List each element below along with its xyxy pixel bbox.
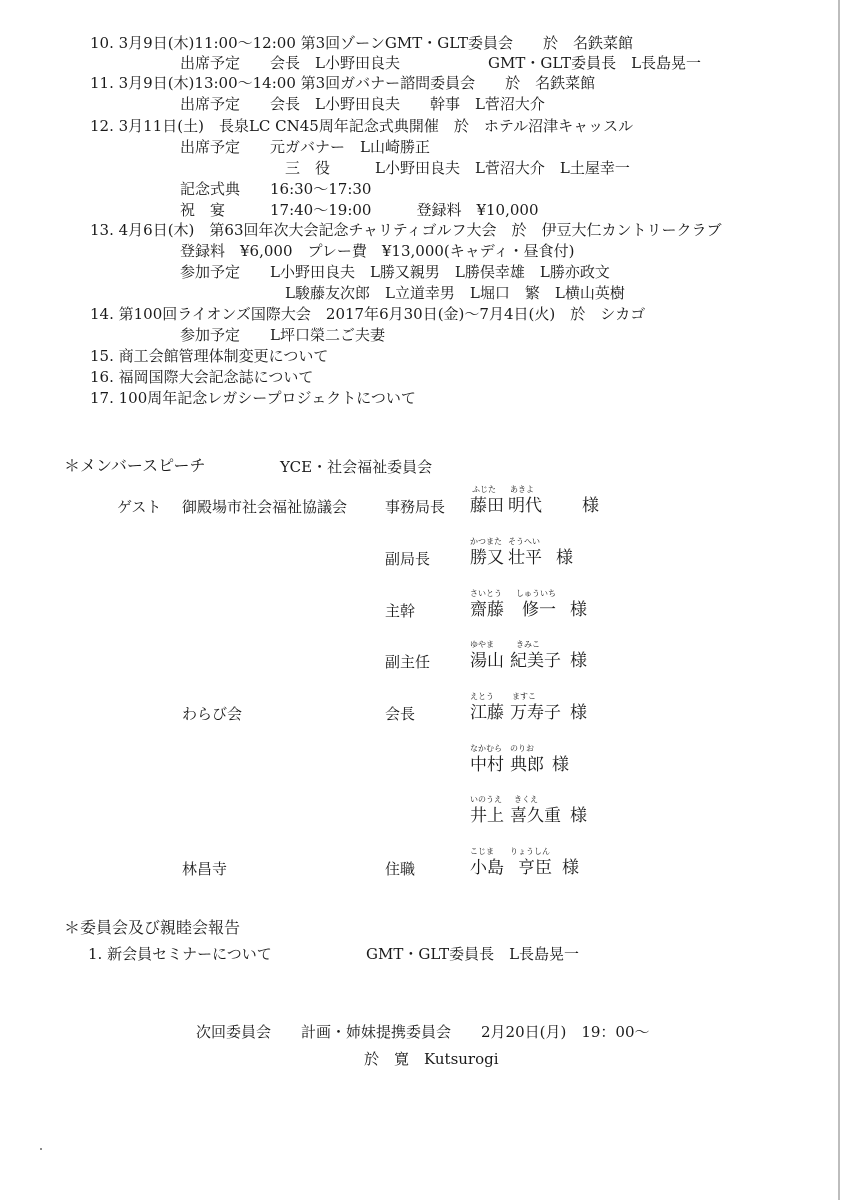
scan-edge-line [838, 0, 840, 1200]
reports-heading: ＊委員会及び親睦会報告 [64, 918, 241, 937]
item-13-sub-3: L駿藤友次郎 L立道幸男 L堀口 繁 L横山英樹 [285, 284, 625, 302]
surname: 江藤 [470, 703, 504, 723]
item-14-sub-1: 参加予定 L坪口榮二ご夫妻 [180, 326, 385, 344]
given-name: 喜久重 [510, 806, 561, 826]
guest-org-2: わらび会 [182, 705, 243, 723]
given-name: 紀美子 [510, 651, 561, 671]
honorific: 様 [582, 496, 599, 516]
furigana: あきよ [510, 485, 534, 494]
given-name: 万寿子 [510, 703, 561, 723]
scan-dot [40, 1148, 42, 1150]
furigana: えとう [470, 692, 494, 701]
surname: 勝又 [470, 548, 504, 568]
furigana: ますこ [512, 692, 536, 701]
item-11-main: 11. 3月9日(木)13:00～14:00 第3回ガバナー諮問委員会 於 名鉄菜館 [90, 74, 596, 92]
item-16-main: 16. 福岡国際大会記念誌について [90, 368, 314, 386]
guest-title: 主幹 [385, 602, 416, 620]
guest-title: 住職 [385, 860, 416, 878]
honorific: 様 [552, 755, 569, 775]
furigana: いのうえ [470, 795, 502, 804]
surname: 井上 [470, 806, 504, 826]
item-10-sub-1: GMT・GLT委員長 L長島晃一 [488, 54, 702, 72]
honorific: 様 [570, 651, 587, 671]
honorific: 様 [570, 703, 587, 723]
guest-title: 会長 [385, 705, 416, 723]
furigana: こじま [470, 847, 494, 856]
honorific: 様 [556, 548, 573, 568]
member-speech-committee: YCE・社会福祉委員会 [280, 458, 433, 476]
guest-title: 副局長 [385, 550, 431, 568]
item-12-main: 12. 3月11日(土) 長泉LC CN45周年記念式典開催 於 ホテル沼津キャッスル [90, 117, 634, 135]
furigana: きみこ [516, 640, 540, 649]
guest-label: ゲスト [117, 498, 162, 516]
honorific: 様 [562, 858, 579, 878]
item-13-sub-2: 参加予定 L小野田良夫 L勝又親男 L勝俣幸雄 L勝亦政文 [180, 263, 610, 281]
item-14-main: 14. 第100回ライオンズ国際大会 2017年6月30日(金)～7月4日(火) 於 シカゴ [90, 305, 646, 323]
given-name: 明代 [508, 496, 542, 516]
furigana: なかむら [470, 744, 502, 753]
guest-org-1: 御殿場市社会福祉協議会 [182, 498, 348, 516]
item-10-sub-2: 出席予定 会長 L小野田良夫 [180, 54, 400, 72]
item-12-sub-2: 三 役 L小野田良夫 L菅沼大介 L土屋幸一 [285, 159, 630, 177]
guest-title: 副主任 [385, 653, 431, 671]
furigana: そうへい [508, 537, 540, 546]
given-name: 典郎 [510, 755, 544, 775]
next-meeting-line-1: 次回委員会 計画・姉妹提携委員会 2月20日(月) 19：00～ [196, 1023, 650, 1041]
furigana: さいとう [470, 589, 502, 598]
report-item-1: 1. 新会員セミナーについて [88, 945, 272, 963]
furigana: かつまた [470, 537, 502, 546]
given-name: 修一 [522, 600, 556, 620]
furigana: りょうしん [510, 847, 550, 856]
given-name: 壮平 [508, 548, 542, 568]
item-11-sub-1: 出席予定 会長 L小野田良夫 幹事 L菅沼大介 [180, 95, 545, 113]
item-13-sub-1: 登録料 ¥6,000 プレー費 ¥13,000(キャディ・昼食付) [180, 242, 575, 260]
furigana: のりお [510, 744, 534, 753]
member-speech-heading: ＊メンバースピーチ [64, 456, 206, 475]
furigana: ふじた [472, 485, 496, 494]
furigana: しゅういち [516, 589, 556, 598]
report-reporter: GMT・GLT委員長 L長島晃一 [366, 945, 580, 963]
given-name: 亨臣 [518, 858, 552, 878]
surname: 藤田 [470, 496, 504, 516]
guest-title: 事務局長 [385, 498, 446, 516]
item-12-sub-1: 出席予定 元ガバナー L山崎勝正 [180, 138, 430, 156]
item-13-main: 13. 4月6日(木) 第63回年次大会記念チャリティゴルフ大会 於 伊豆大仁カントリークラブ [90, 221, 722, 239]
item-17-main: 17. 100周年記念レガシープロジェクトについて [90, 389, 416, 407]
item-10-main: 10. 3月9日(木)11:00～12:00 第3回ゾーンGMT・GLT委員会 於 名鉄菜館 [90, 34, 633, 52]
item-15-main: 15. 商工会館管理体制変更について [90, 347, 329, 365]
furigana: きくえ [514, 795, 538, 804]
furigana: ゆやま [470, 640, 494, 649]
surname: 中村 [470, 755, 504, 775]
surname: 小島 [470, 858, 504, 878]
honorific: 様 [570, 806, 587, 826]
surname: 湯山 [470, 651, 504, 671]
honorific: 様 [570, 600, 587, 620]
guest-org-3: 林昌寺 [182, 860, 228, 878]
item-12-sub-3: 記念式典 16:30～17:30 [180, 180, 372, 198]
item-12-sub-4: 祝 宴 17:40～19:00 登録料 ¥10,000 [180, 201, 539, 219]
next-meeting-line-2: 於 寛 Kutsurogi [364, 1050, 499, 1068]
surname: 齋藤 [470, 600, 504, 620]
